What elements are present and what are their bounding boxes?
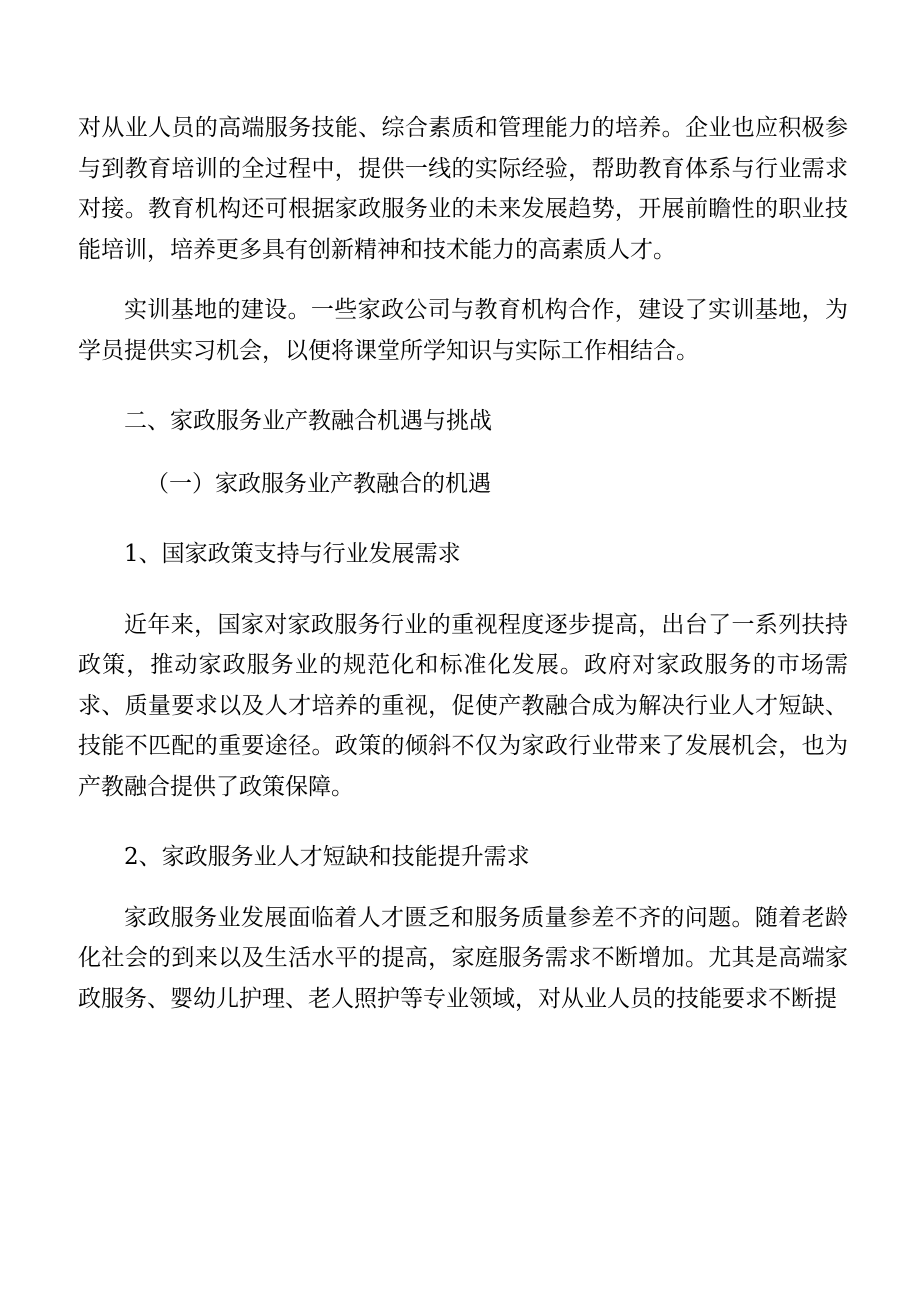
body-paragraph-talent: 家政服务业发展面临着人才匮乏和服务质量参差不齐的问题。随着老龄化社会的到来以及生活水平的提高，家庭服务需求不断增加。尤其是高端家政服务、婴幼儿护理、老人照护等专业领域，对从业人员的技能要求不断提 (78, 904, 848, 1012)
body-paragraph-training-base: 实训基地的建设。一些家政公司与教育机构合作，建设了实训基地，为学员提供实习机会，以便将课堂所学知识与实际工作相结合。 (78, 297, 848, 364)
section-heading: 二、家政服务业产教融合机遇与挑战 (124, 408, 492, 434)
paragraph-spacer (78, 878, 848, 898)
paragraph-spacer (78, 807, 848, 837)
body-paragraph-continued: 对从业人员的高端服务技能、综合素质和管理能力的培养。企业也应积极参与到教育培训的全过程中，提供一线的实际经验，帮助教育体系与行业需求对接。教育机构还可根据家政服务业的未来发展趋势，开展前瞻性的职业技能培训，培养更多具有创新精神和技术能力的高素质人才。 (78, 115, 848, 263)
paragraph-spacer (78, 442, 848, 464)
paragraph-spacer (78, 504, 848, 534)
item-heading-policy: 1、国家政策支持与行业发展需求 (124, 541, 461, 567)
paragraph-spacer (78, 371, 848, 401)
body-paragraph-policy: 近年来，国家对家政服务行业的重视程度逐步提高，出台了一系列扶持政策，推动家政服务业的规范化和标准化发展。政府对家政服务的市场需求、质量要求以及人才培养的重视，促使产教融合成为解决行业人才短缺、技能不匹配的重要途径。政策的倾斜不仅为家政行业带来了发展机会，也为产教融合提供了政策保障。 (78, 611, 848, 800)
paragraph-spacer (78, 270, 848, 290)
paragraph-spacer (78, 575, 848, 605)
subsection-heading: （一）家政服务业产教融合的机遇 (146, 470, 491, 497)
document-page (78, 108, 848, 1019)
item-heading-talent: 2、家政服务业人才短缺和技能提升需求 (124, 844, 530, 870)
